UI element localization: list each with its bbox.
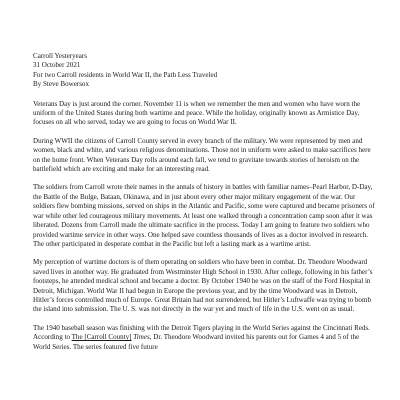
paragraph-2 bbox=[33, 137, 378, 175]
article-byline: By Steve Bowersox bbox=[33, 80, 89, 89]
newspaper-name-underlined: The [Carroll County] bbox=[71, 333, 132, 342]
article-title: For two Carroll residents in World War II, the Path Less Traveled bbox=[33, 70, 218, 79]
paragraph-4 bbox=[33, 258, 378, 314]
paragraph-text: , Dr. Theodore Woodward invited his parents out for Games 4 and 5 of the World Series. The series featured five future bbox=[33, 333, 360, 351]
paragraph-text: My perception of wartime doctors is of them operating on soldiers who have been in combat. Dr. Theodore Woodward saved lives in another way. He graduated from Westminster High School in 1930. After college, following in his father’s footsteps, he attended medical school and became a doctor. By October 1940 he was on the staff of the Ford Hospital in Detroit, Michigan. World War II had begun in Europe the previous year, and by the time Woodward was in Detroit, Hitler’s forces controlled much of Europe. Great Britain had not surrendered, but Hitler’s Luftwaffe was trying to bomb the island into submission. The U. S. was not directly in the war yet and much of life in the U.S. went on as usual. bbox=[33, 258, 373, 314]
article-date: 31 October 2021 bbox=[33, 61, 81, 70]
paragraph-3 bbox=[33, 183, 378, 249]
paragraph-text: The soldiers from Carroll wrote their names in the annals of history in battles with familiar names–Pearl Harbor, D-Day, the Battle of the Bulge, Bataan, Okinawa, and in just about every other major military engagement of the war. Our soldiers flew bombing missions, served on ships in the Atlantic and Pacific, some were captured and became prisoners of war while other led courageous military movements. At least one walked through a concentration camp soon after it was liberated. Dozens from Carroll made the ultimate sacrifice in the process. Today I am going to feature two soldiers who provided wartime service in other ways. One helped save countless thousands of lives as a doctor involved in research. The other participated in desperate combat in the Pacific but left a lasting mark as a wartime artist. bbox=[33, 183, 375, 248]
paragraph-text: During WWII the citizens of Carroll County served in every branch of the military. We were represented by men and women, black and white, and various religious denominations. Those not in uniform were asked to make sacrifices here on the home front. When Veterans Day rolls around each fall, we tend to gravitate towards stories of heroism on the battlefield which are exciting and make for an interesting read. bbox=[33, 136, 371, 174]
paragraph-5 bbox=[33, 324, 378, 352]
newspaper-name-italic: Times bbox=[131, 333, 150, 342]
paragraph-1 bbox=[33, 100, 378, 128]
paragraph-text: The 1940 baseball season was finishing with the Detroit Tigers playing in the World Series against the Cincinnati Reds. According to bbox=[33, 323, 370, 342]
article bbox=[33, 52, 378, 352]
article-header bbox=[33, 52, 378, 90]
publication-name: Carroll Yesteryears bbox=[33, 52, 88, 60]
paragraph-text: Veterans Day is just around the corner. November 11 is when we remember the men and women who have worn the uniform of the United States during both wartime and peace. While the holiday, originally known as Armistice Day, focuses on all who served, today we are going to focus on World War II. bbox=[33, 99, 361, 127]
